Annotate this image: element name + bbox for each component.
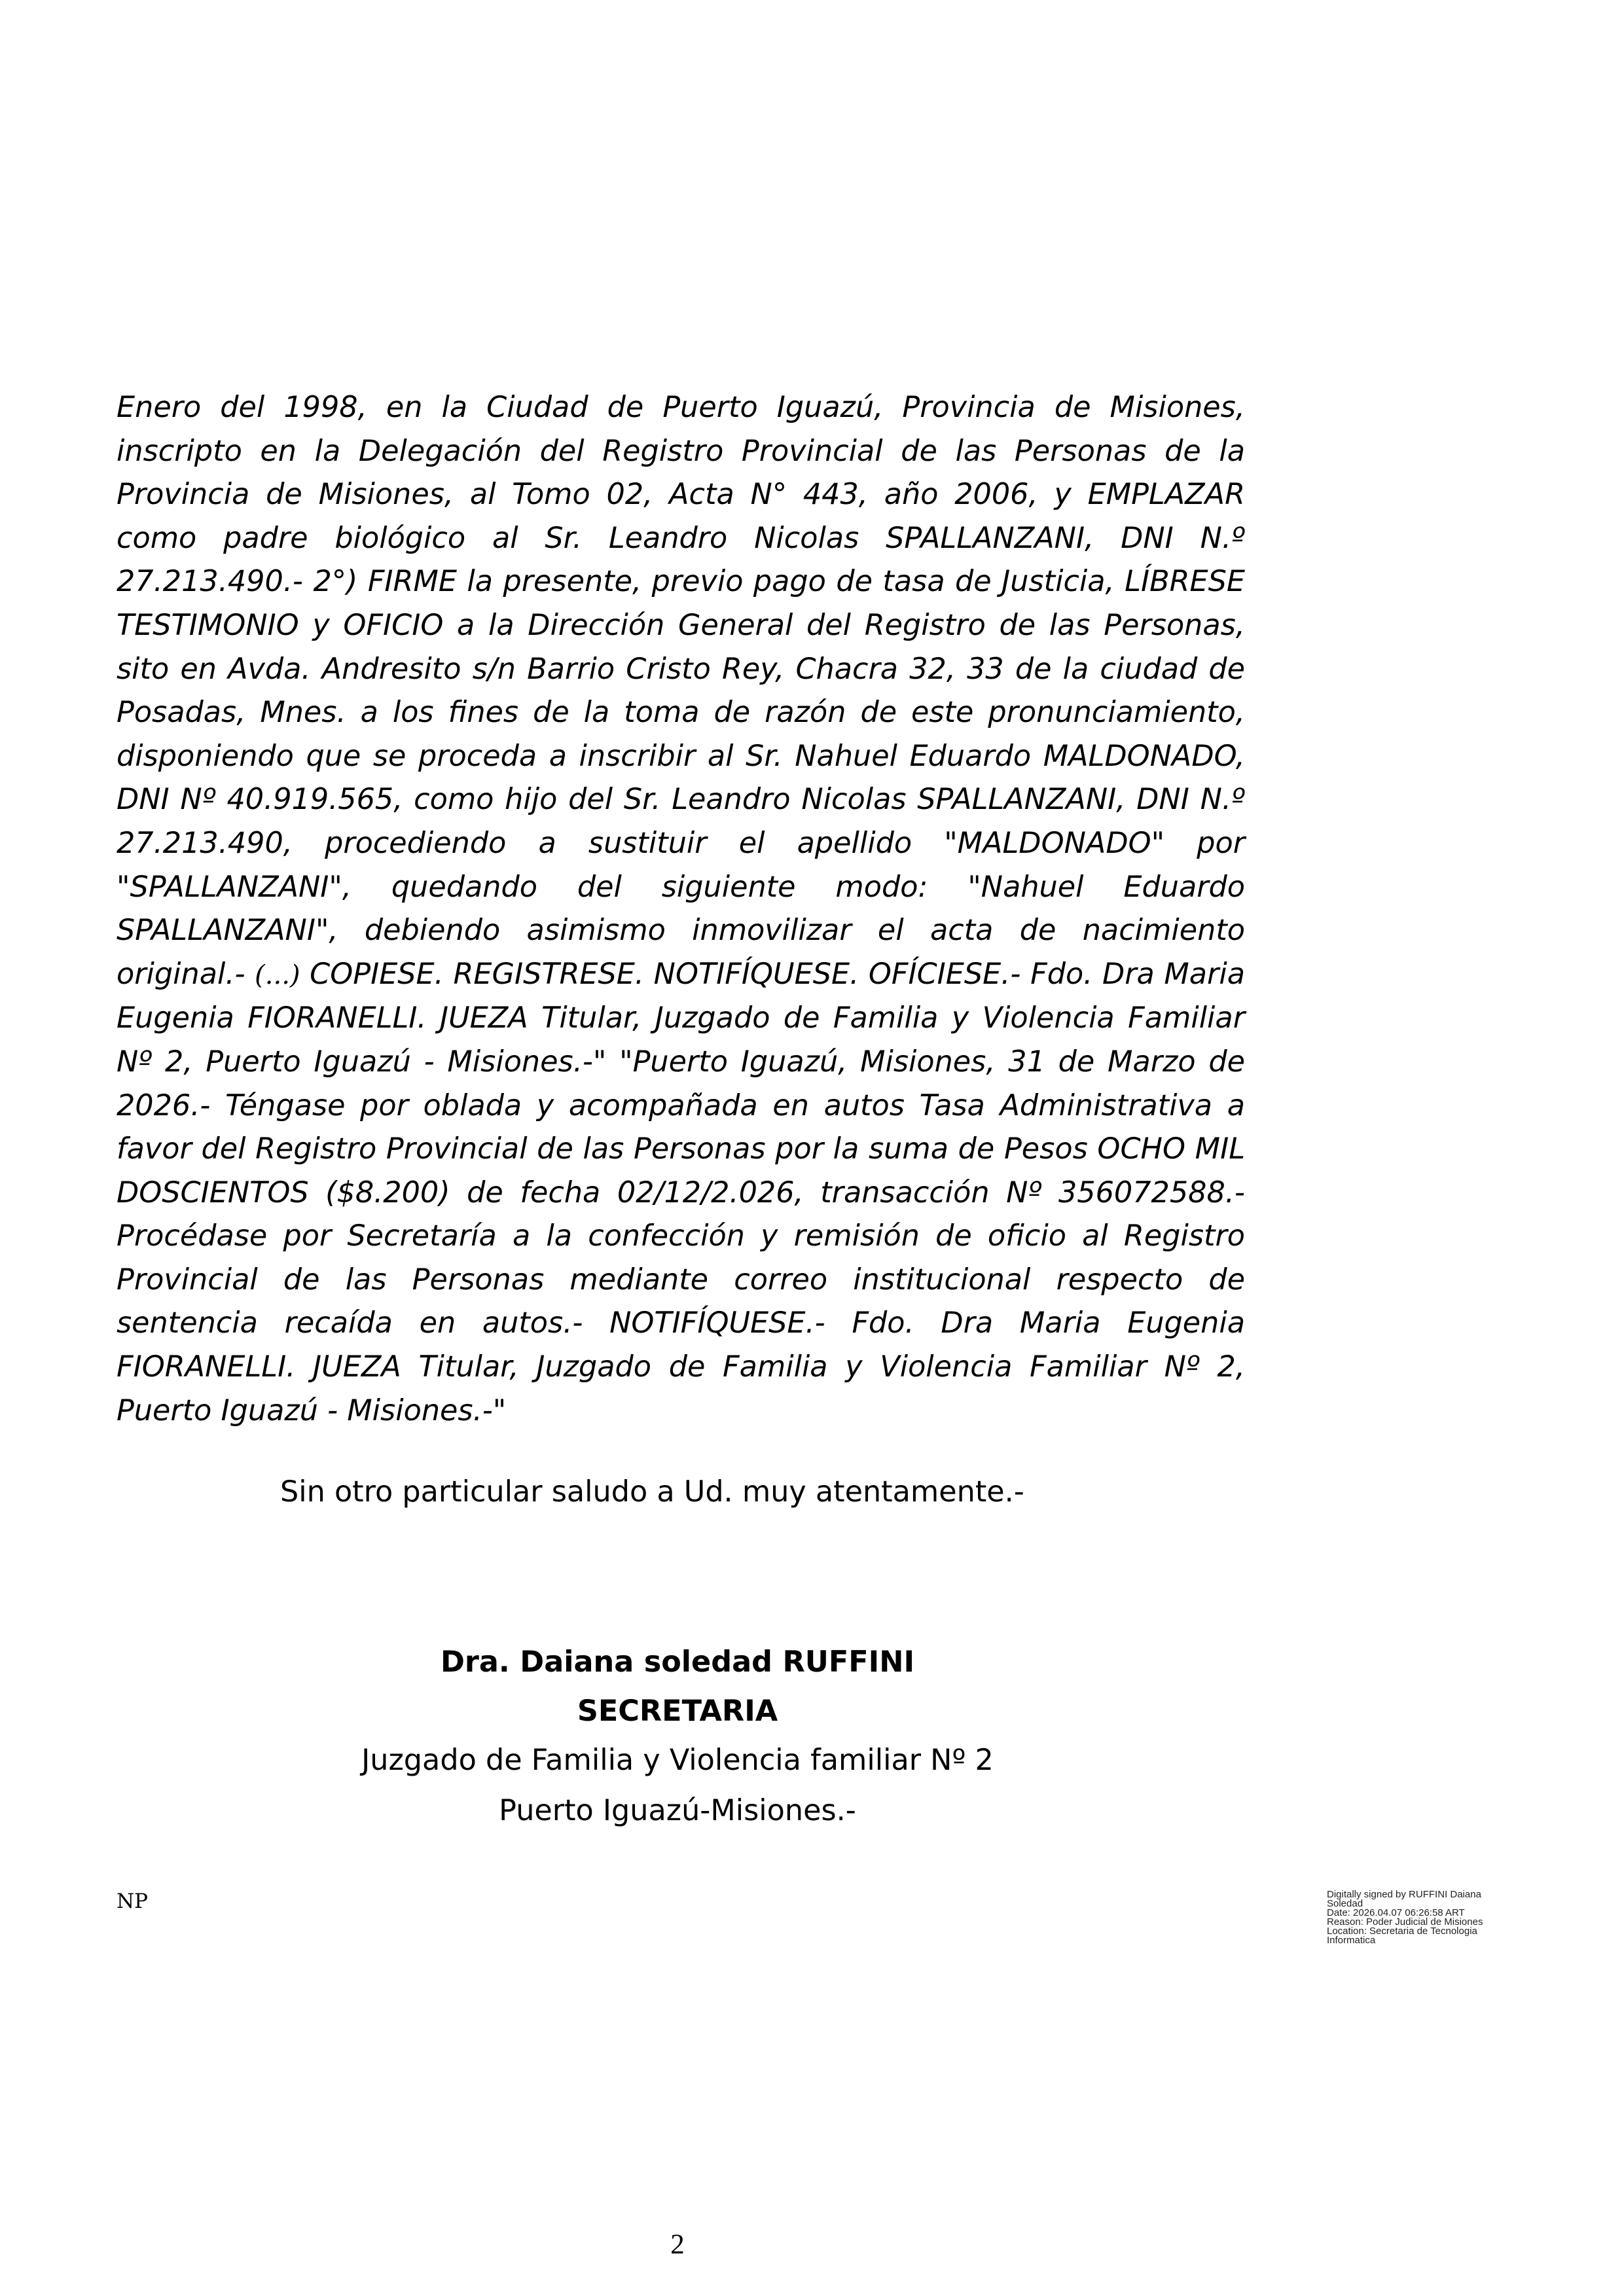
body-paragraph — [117, 386, 1245, 1433]
page-number: 2 — [670, 2229, 685, 2260]
signatory-role: SECRETARIA — [577, 1695, 778, 1728]
body-text-part-2: COPIESE. REGISTRESE. NOTIFÍQUESE. OFÍCIESE.- Fdo. Dra Maria Eugenia FIORANELLI. JUEZA Titular, Juzgado de Familia y Violencia Familiar Nº 2, Puerto Iguazú - Misiones.-" "Puerto Iguazú, Misiones, 31 de Marzo de 2026.- Téngase por oblada y acompañada en autos Tasa Administrativa a favor del Registro Provincial de las Personas por la suma de Pesos OCHO MIL DOSCIENTOS ($8.200) de fecha 02/12/2.026, transacción Nº 356072588.-Procédase por Secretaría a la confección y remisión de oficio al Registro Provincial de las Personas mediante correo institucional respecto de sentencia recaída en autos.- NOTIFÍQUESE.- Fdo. Dra Maria Eugenia FIORANELLI. JUEZA Titular, Juzgado de Familia y Violencia Familiar Nº 2, Puerto Iguazú - Misiones.-" — [117, 957, 1245, 1427]
signatory-city: Puerto Iguazú-Misiones.- — [499, 1794, 856, 1827]
digital-signature-date: Date: 2026.04.07 06:26:58 ART — [1327, 1907, 1465, 1918]
digital-signature-signed-by: Digitally signed by RUFFINI Daiana Soledad — [1327, 1889, 1481, 1909]
closing-line: Sin otro particular saludo a Ud. muy atentamente.- — [280, 1475, 1024, 1509]
digital-signature-location: Location: Secretaria de Tecnologia Informatica — [1327, 1926, 1477, 1946]
signatory-court: Juzgado de Familia y Violencia familiar Nº 2 — [361, 1744, 994, 1777]
body-ellipsis: (...) — [255, 960, 300, 990]
typist-initials: NP — [117, 1890, 148, 1913]
digital-signature-stamp — [1327, 1890, 1517, 1945]
digital-signature-reason: Reason: Poder Judicial de Misiones — [1327, 1916, 1483, 1928]
signatory-name: Dra. Daiana soledad RUFFINI — [440, 1645, 915, 1679]
body-text-part-1: Enero del 1998, en la Ciudad de Puerto Iguazú, Provincia de Misiones, inscripto en la Delegación del Registro Provincial de las Personas de la Provincia de Misiones, al Tomo 02, Acta N° 443, año 2006, y EMPLAZAR como padre biológico al Sr. Leandro Nicolas SPALLANZANI, DNI N.º 27.213.490.- 2°) FIRME la presente, previo pago de tasa de Justicia, LÍBRESE TESTIMONIO y OFICIO a la Dirección General del Registro de las Personas, sito en Avda. Andresito s/n Barrio Cristo Rey, Chacra 32, 33 de la ciudad de Posadas, Mnes. a los fines de la toma de razón de este pronunciamiento, disponiendo que se proceda a inscribir al Sr. Nahuel Eduardo MALDONADO, DNI Nº 40.919.565, como hijo del Sr. Leandro Nicolas SPALLANZANI, DNI N.º 27.213.490, procediendo a sustituir el apellido "MALDONADO" por "SPALLANZANI", quedando del siguiente modo: "Nahuel Eduardo SPALLANZANI", debiendo asimismo inmovilizar el acta de nacimiento original.- — [117, 391, 1245, 991]
